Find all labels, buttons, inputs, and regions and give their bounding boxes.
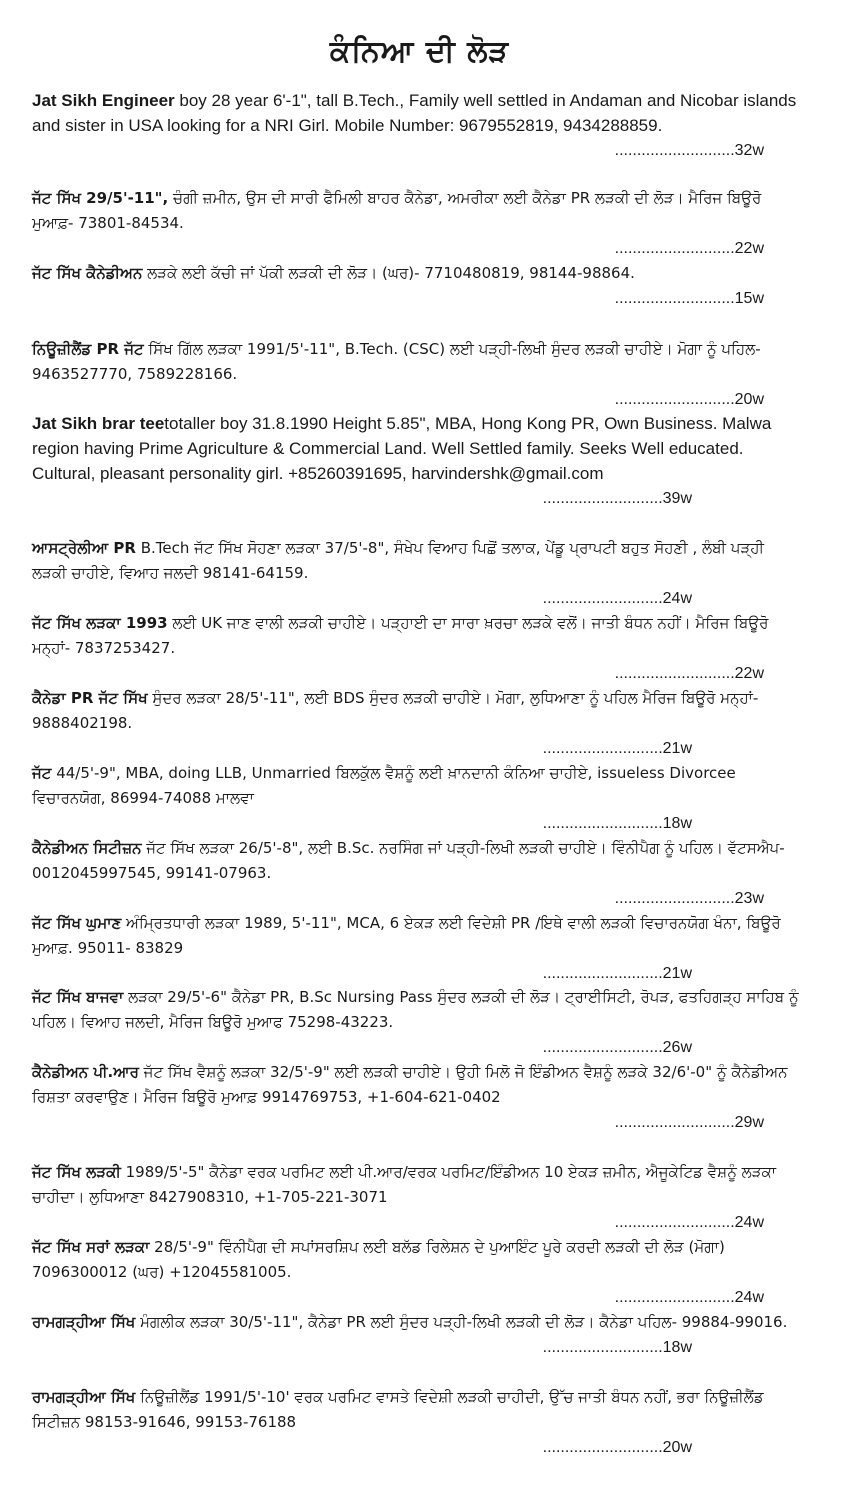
ad-body: ਮੰਗਲੀਕ ਲੜਕਾ 30/5'-11", ਕੈਨੇਡਾ PR ਲਈ ਸੁੰਦਰ ਪੜ੍ਹੀ-ਲਿਖੀ ਲੜਕੀ ਦੀ ਲੋੜ। ਕੈਨੇਡਾ ਪਹਿਲ- 99884-99016. (135, 1313, 788, 1331)
ad-lead: ਜੱਟ ਸਿੱਖ ਕੈਨੇਡੀਅਨ (32, 264, 143, 282)
ad-lead: ਜੱਟ ਸਿੱਖ ਬਾਜਵਾ (32, 988, 124, 1006)
ad-body: ਲੜਕਾ 29/5'-6" ਕੈਨੇਡਾ PR, B.Sc Nursing Pass ਸੁੰਦਰ ਲੜਕੀ ਦੀ ਲੋੜ। ਟ੍ਰਾਈਸਿਟੀ, ਰੋਪੜ, ਫਤਹਿਗੜ੍ਹ ਸਾਹਿਬ ਨੂੰ ਪਹਿਲ। ਵਿਆਹ ਜਲਦੀ, ਮੈਰਿਜ ਬਿਊਰੋ ਮੁਆਫ 75298-43223. (32, 988, 799, 1031)
ad-lead: ਜੱਟ (32, 764, 52, 782)
ad-rate: ...........................15w (614, 290, 764, 307)
ad-body: ਜੱਟ ਸਿੱਖ ਲੜਕਾ 26/5'-8", ਲਈ B.Sc. ਨਰਸਿੰਗ ਜਾਂ ਪੜ੍ਹੀ-ਲਿਖੀ ਲੜਕੀ ਚਾਹੀਏ। ਵਿੰਨੀਪੈਗ ਨੂੰ ਪਹਿਲ। ਵੱਟਸਐਪ- 0012045997545, 99141-07963. (32, 839, 785, 882)
ad-10 (32, 836, 802, 911)
ad-5 (32, 411, 802, 511)
ad-lead: ਜੱਟ ਸਿੱਖ ਲੜਕੀ (32, 1163, 121, 1181)
ad-13 (32, 1060, 802, 1135)
ad-rate: ...........................18w (542, 815, 692, 832)
ad-rate: ...........................26w (542, 1039, 692, 1056)
ad-4 (32, 337, 802, 412)
ad-lead: ਜੱਟ ਸਿੱਖ ਘੁਮਾਣ (32, 914, 122, 932)
ad-lead: ਕੈਨੇਡੀਅਨ ਪੀ.ਆਰ (32, 1063, 139, 1081)
ad-15 (32, 1235, 802, 1310)
ad-rate: ...........................24w (614, 1214, 764, 1231)
ad-body: ਲਈ UK ਜਾਣ ਵਾਲੀ ਲੜਕੀ ਚਾਹੀਏ। ਪੜ੍ਹਾਈ ਦਾ ਸਾਰਾ ਖ਼ਰਚਾ ਲੜਕੇ ਵਲੋਂ। ਜਾਤੀ ਬੰਧਨ ਨਹੀਂ। ਮੈਰਿਜ ਬਿਊਰੋ ਮਨ੍ਹਾਂ- 7837253427. (32, 614, 769, 657)
ad-14 (32, 1160, 802, 1235)
ad-rate: ...........................22w (614, 665, 764, 682)
ad-body: ਚੰਗੀ ਜ਼ਮੀਨ, ਉਸ ਦੀ ਸਾਰੀ ਫੈਮਿਲੀ ਬਾਹਰ ਕੈਨੇਡਾ, ਅਮਰੀਕਾ ਲਈ ਕੈਨੇਡਾ PR ਲੜਕੀ ਦੀ ਲੋੜ। ਮੈਰਿਜ ਬਿਊਰੋ ਮੁਆਫ਼- 73801-84534. (32, 189, 762, 232)
ad-body: 28/5'-9" ਵਿੰਨੀਪੈਗ ਦੀ ਸਪਾਂਸਰਸ਼ਿਪ ਲਈ ਬਲੱਡ ਰਿਲੇਸ਼ਨ ਦੇ ਪੁਆਇੰਟ ਪੂਰੇ ਕਰਦੀ ਲੜਕੀ ਦੀ ਲੋੜ (ਮੋਗਾ) 7096300012 (ਘਰ) +12045581005. (32, 1238, 725, 1281)
ad-lead: ਜੱਟ ਸਿੱਖ ਸਰਾਂ ਲੜਕਾ (32, 1238, 150, 1256)
ad-rate: ...........................24w (614, 1289, 764, 1306)
ad-lead: Jat Sikh Engineer (32, 91, 175, 110)
ad-1 (32, 88, 802, 163)
ad-rate: ...........................24w (542, 590, 692, 607)
ad-3 (32, 261, 802, 311)
ad-rate: ...........................21w (542, 740, 692, 757)
ad-rate: ...........................32w (614, 142, 764, 159)
ad-rate: ...........................22w (614, 240, 764, 257)
ad-lead: ਜੱਟ ਸਿੱਖ 29/5'-11", (32, 189, 169, 207)
ad-rate: ...........................29w (614, 1114, 764, 1131)
ad-rate: ...........................20w (542, 1439, 692, 1456)
ad-body: boy 28 year 6'-1", tall B.Tech., Family well settled in Andaman and Nicobar islands and sister in USA looking for a NRI Girl. Mobile Number: 9679552819, 9434288859. (32, 91, 797, 135)
ad-body: B.Tech ਜੱਟ ਸਿੱਖ ਸੋਹਣਾ ਲੜਕਾ 37/5'-8", ਸੰਖੇਪ ਵਿਆਹ ਪਿਛੋਂ ਤਲਾਕ, ਪੇਂਡੂ ਪ੍ਰਾਪਟੀ ਬਹੁਤ ਸੋਹਣੀ , ਲੰਬੀ ਪੜ੍ਹੀ ਲੜਕੀ ਚਾਹੀਏ, ਵਿਆਹ ਜਲਦੀ 98141-64159. (32, 539, 764, 582)
ad-lead: ਕੈਨੇਡੀਅਨ ਸਿਟੀਜ਼ਨ (32, 839, 142, 857)
ad-body: ਸਿੱਖ ਗਿੱਲ ਲੜਕਾ 1991/5'-11", B.Tech. (CSC) ਲਈ ਪੜ੍ਹੀ-ਲਿਖੀ ਸੁੰਦਰ ਲੜਕੀ ਚਾਹੀਏ। ਮੋਗਾ ਨੂੰ ਪਹਿਲ- 9463527770, 7589228166. (32, 340, 761, 383)
ad-8 (32, 686, 802, 761)
ad-body: ਸੁੰਦਰ ਲੜਕਾ 28/5'-11", ਲਈ BDS ਸੁੰਦਰ ਲੜਕੀ ਚਾਹੀਏ। ਮੋਗਾ, ਲੁਧਿਆਣਾ ਨੂੰ ਪਹਿਲ ਮੈਰਿਜ ਬਿਊਰੋ ਮਨ੍ਹਾਂ- 9888402198. (32, 689, 759, 732)
ad-2 (32, 186, 802, 261)
ad-9 (32, 761, 802, 836)
page-title: ਕੰਨਿਆ ਦੀ ਲੋੜ (329, 34, 510, 69)
ad-rate: ...........................18w (542, 1339, 692, 1356)
ad-body: 44/5'-9", MBA, doing LLB, Unmarried ਬਿਲਕੁੱਲ ਵੈਸ਼ਨੂੰ ਲਈ ਖ਼ਾਨਦਾਨੀ ਕੰਨਿਆ ਚਾਹੀਏ, issueless Divorcee ਵਿਚਾਰਨਯੋਗ, 86994-74088 ਮਾਲਵਾ (32, 764, 736, 807)
ad-body: ਜੱਟ ਸਿੱਖ ਵੈਸ਼ਨੂੰ ਲੜਕਾ 32/5'-9" ਲਈ ਲੜਕੀ ਚਾਹੀਏ। ਉਹੀ ਮਿਲੋ ਜੋ ਇੰਡੀਅਨ ਵੈਸ਼ਨੂੰ ਲੜਕੇ 32/6'-0" ਨੂੰ ਕੈਨੇਡੀਅਨ ਰਿਸ਼ਤਾ ਕਰਵਾਉਣ। ਮੈਰਿਜ ਬਿਊਰੋ ਮੁਆਫ਼ 9914769753, +1-604-621-0402 (32, 1063, 788, 1106)
ad-lead: ਰਾਮਗੜ੍ਹੀਆ ਸਿੱਖ (32, 1313, 136, 1331)
ad-rate: ...........................21w (542, 965, 692, 982)
ad-11 (32, 911, 802, 986)
ad-body: 1989/5'-5" ਕੈਨੇਡਾ ਵਰਕ ਪਰਮਿਟ ਲਈ ਪੀ.ਆਰ/ਵਰਕ ਪਰਮਿਟ/ਇੰਡੀਅਨ 10 ਏਕੜ ਜ਼ਮੀਨ, ਐਜੂਕੇਟਿਡ ਵੈਸ਼ਨੂੰ ਲੜਕਾ ਚਾਹੀਦਾ। ਲੁਧਿਆਣਾ 8427908310, +1-705-221-3071 (32, 1163, 777, 1206)
ad-12 (32, 985, 802, 1060)
ad-body: ਅੰਮ੍ਰਿਤਧਾਰੀ ਲੜਕਾ 1989, 5'-11", MCA, 6 ਏਕੜ ਲਈ ਵਿਦੇਸ਼ੀ PR /ਇਥੇ ਵਾਲੀ ਲੜਕੀ ਵਿਚਾਰਨਯੋਗ ਖੰਨਾ, ਬਿਊਰੋ ਮੁਆਫ਼. 95011- 83829 (32, 914, 781, 957)
ad-body: ਨਿਊਜ਼ੀਲੈਂਡ 1991/5'-10' ਵਰਕ ਪਰਮਿਟ ਵਾਸਤੇ ਵਿਦੇਸ਼ੀ ਲੜਕੀ ਚਾਹੀਦੀ, ਉੱਚ ਜਾਤੀ ਬੰਧਨ ਨਹੀਂ, ਭਰਾ ਨਿਊਜ਼ੀਲੈਂਡ ਸਿਟੀਜ਼ਨ 98153-91646, 99153-76188 (32, 1388, 764, 1431)
ad-lead: ਜੱਟ ਸਿੱਖ ਲੜਕਾ 1993 (32, 614, 168, 632)
ad-lead: ਰਾਮਗੜ੍ਹੀਆ ਸਿੱਖ (32, 1388, 136, 1406)
ad-rate: ...........................20w (614, 391, 764, 408)
ad-body: ਲੜਕੇ ਲਈ ਕੱਚੀ ਜਾਂ ਪੱਕੀ ਲੜਕੀ ਦੀ ਲੋੜ। (ਘਰ)- 7710480819, 98144-98864. (142, 264, 635, 282)
ad-rate: ...........................39w (542, 490, 692, 507)
ad-lead: ਕੈਨੇਡਾ PR ਜੱਟ ਸਿੱਖ (32, 689, 148, 707)
ad-17 (32, 1385, 802, 1460)
ad-7 (32, 611, 802, 686)
ad-rate: ...........................23w (614, 890, 764, 907)
ad-body: totaller boy 31.8.1990 Height 5.85", MBA, Hong Kong PR, Own Business. Malwa region having Prime Agriculture & Commercial Land. Well Settled family. Seeks Well educated. Cultural, pleasant personality girl. +85260391695, harvindershk@gmail.com (32, 414, 772, 483)
ad-lead: Jat Sikh brar tee (32, 414, 165, 433)
ad-lead: ਨਿਊਜ਼ੀਲੈਂਡ PR ਜੱਟ (32, 340, 144, 358)
ad-lead: ਆਸਟ੍ਰੇਲੀਆ PR (32, 539, 136, 557)
ad-16 (32, 1310, 802, 1360)
ad-6 (32, 536, 802, 611)
